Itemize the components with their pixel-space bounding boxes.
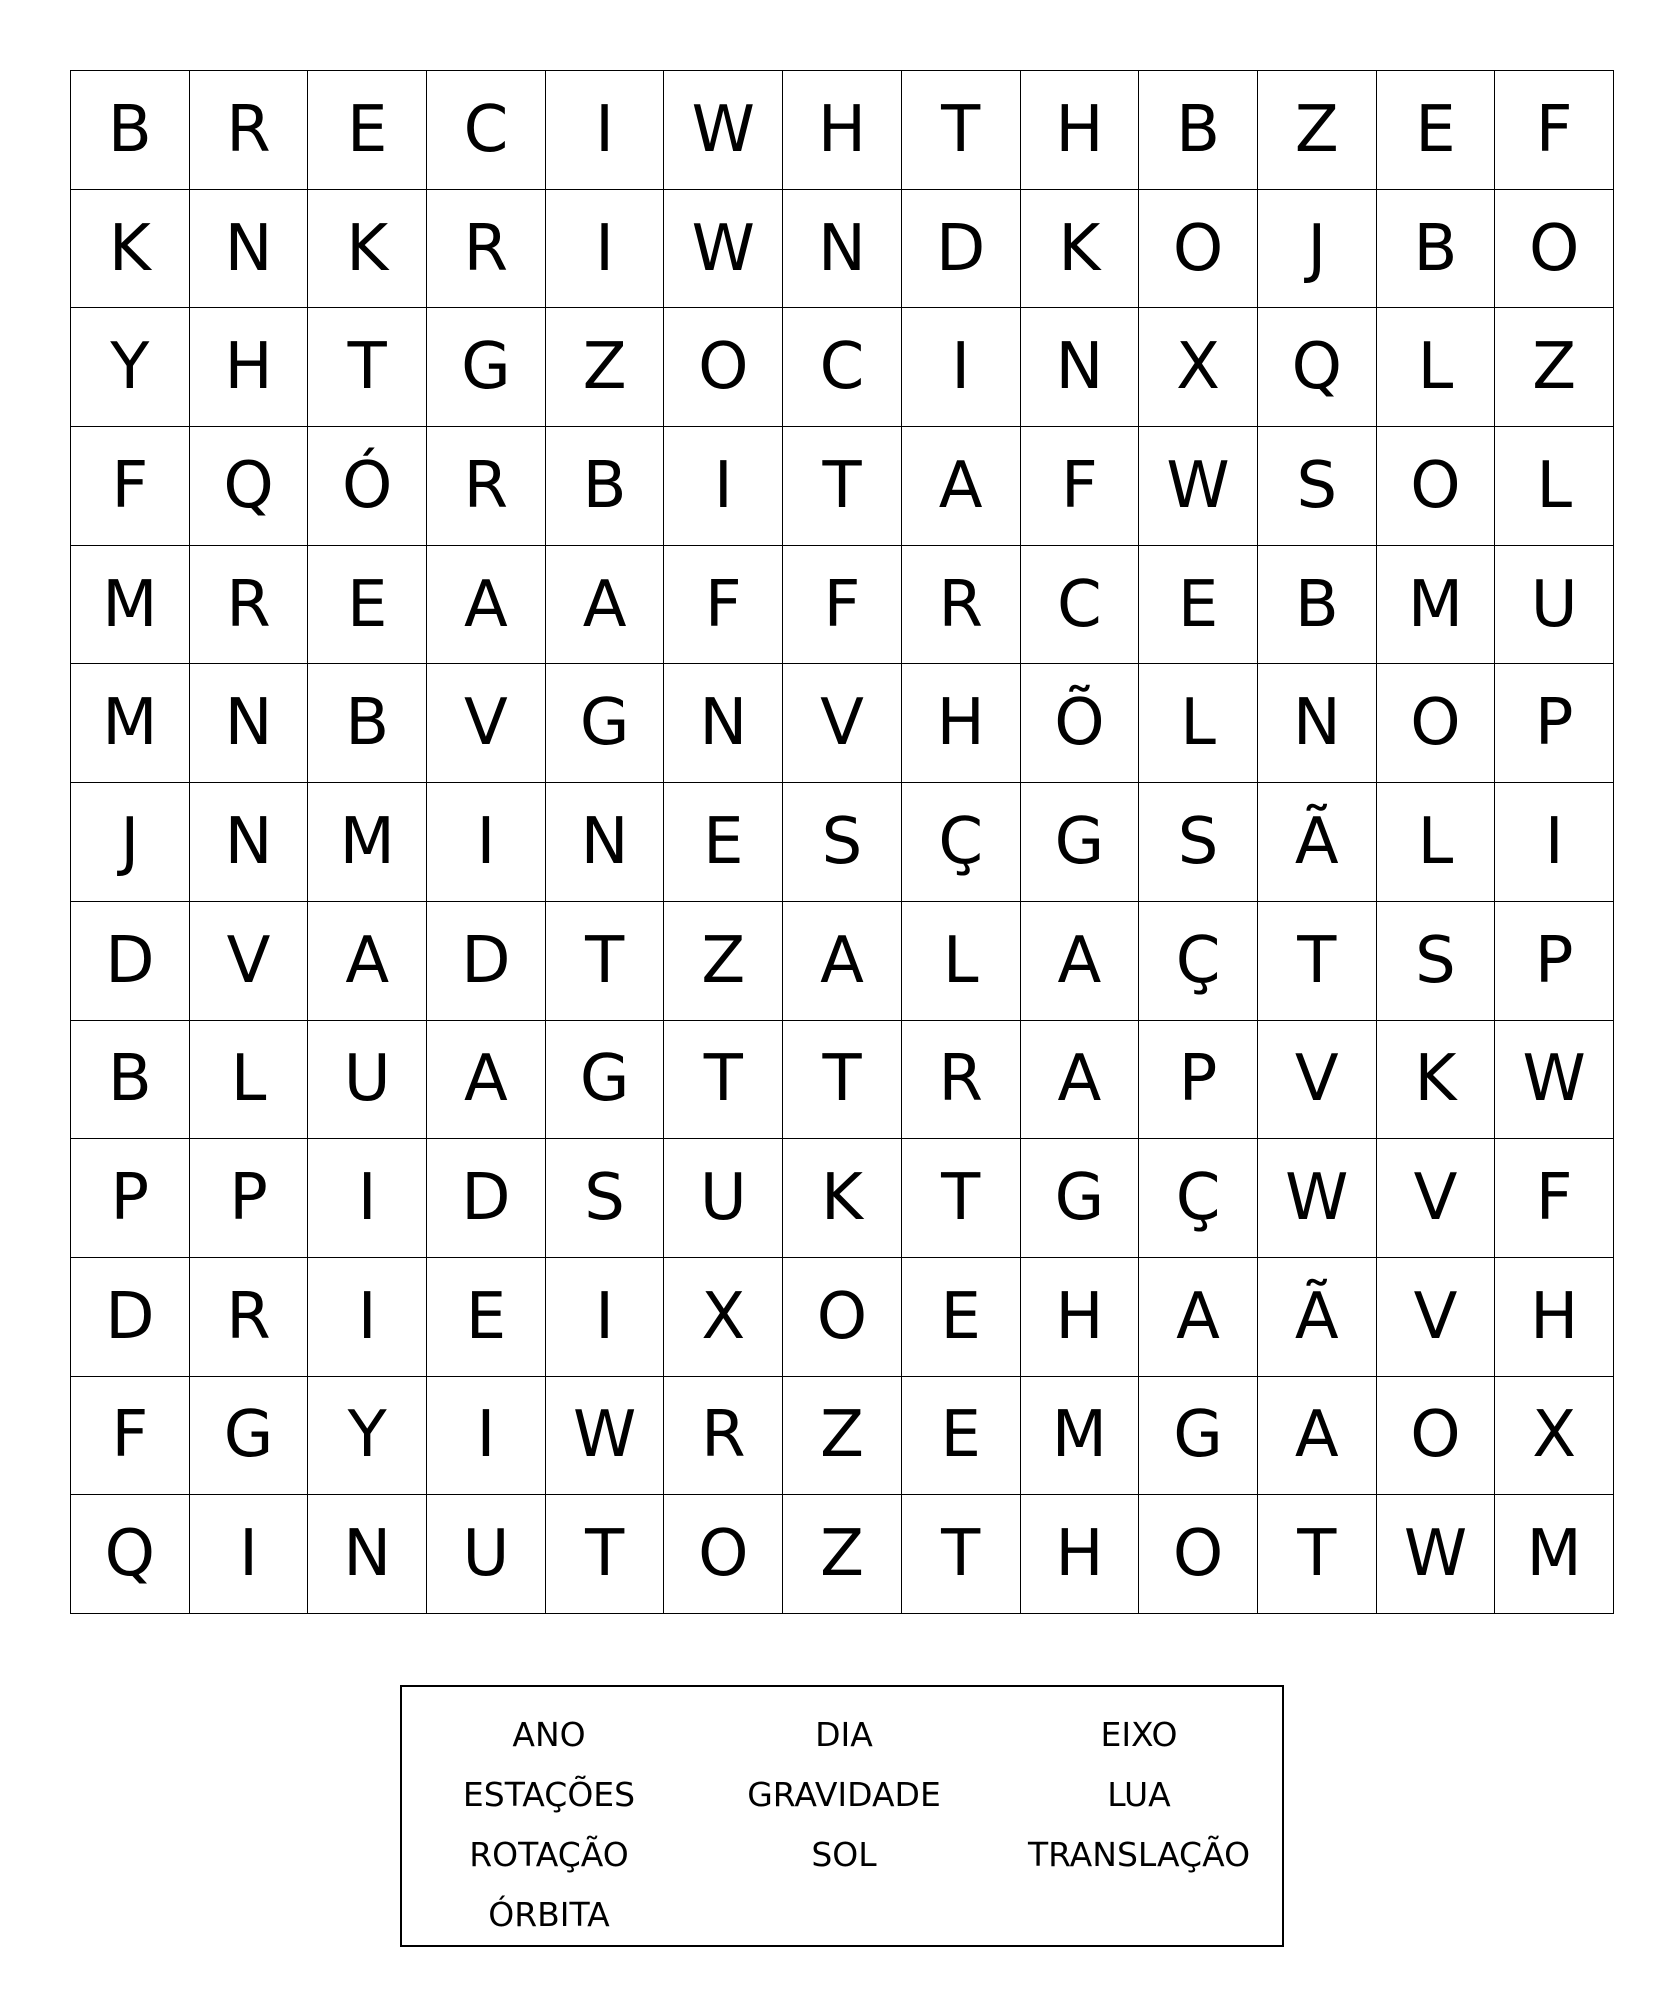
grid-cell[interactable]: A [783,902,902,1021]
grid-cell[interactable]: E [308,71,427,190]
word-bank-column [697,1705,991,1885]
grid-cell[interactable]: L [190,1021,309,1140]
grid-cell[interactable]: O [1139,190,1258,309]
grid-cell[interactable]: J [71,783,190,902]
grid-cell[interactable]: F [783,546,902,665]
grid-cell[interactable]: E [427,1258,546,1377]
grid-cell[interactable]: D [71,1258,190,1377]
grid-cell[interactable]: B [71,71,190,190]
grid-cell[interactable]: I [427,783,546,902]
grid-cell[interactable]: C [427,71,546,190]
grid-cell[interactable]: H [1021,71,1140,190]
grid-cell[interactable]: F [71,427,190,546]
grid-cell[interactable]: M [71,664,190,783]
grid-cell[interactable]: O [664,308,783,427]
grid-cell[interactable]: T [783,427,902,546]
grid-cell[interactable]: C [783,308,902,427]
word-item: ROTAÇÃO [469,1835,629,1874]
grid-cell[interactable]: U [427,1495,546,1614]
grid-cell[interactable]: F [1021,427,1140,546]
grid-cell[interactable]: Z [664,902,783,1021]
grid-cell[interactable]: S [783,783,902,902]
grid-cell[interactable]: A [427,546,546,665]
grid-cell[interactable]: N [546,783,665,902]
grid-cell[interactable]: N [308,1495,427,1614]
grid-cell[interactable]: I [308,1258,427,1377]
grid-cell[interactable]: L [1377,308,1496,427]
word-bank [400,1685,1284,1947]
grid-cell[interactable]: M [1021,1377,1140,1496]
grid-cell[interactable]: B [1139,71,1258,190]
grid-cell[interactable]: T [1258,1495,1377,1614]
grid-cell[interactable]: Z [783,1495,902,1614]
grid-cell[interactable]: I [427,1377,546,1496]
grid-cell[interactable]: T [902,1139,1021,1258]
grid-cell[interactable]: T [902,1495,1021,1614]
grid-cell[interactable]: E [1377,71,1496,190]
grid-cell[interactable]: T [902,71,1021,190]
grid-cell[interactable]: I [546,71,665,190]
grid-cell[interactable]: W [1139,427,1258,546]
grid-cell[interactable]: E [664,783,783,902]
word-item: TRANSLAÇÃO [1027,1835,1251,1874]
grid-cell[interactable]: J [1258,190,1377,309]
grid-cell[interactable]: E [1139,546,1258,665]
grid-cell[interactable]: R [427,427,546,546]
grid-cell[interactable]: B [1258,546,1377,665]
grid-cell[interactable]: N [190,664,309,783]
grid-cell[interactable]: Y [71,308,190,427]
grid-cell[interactable]: Y [308,1377,427,1496]
grid-cell[interactable]: L [1377,783,1496,902]
grid-cell[interactable]: G [1021,783,1140,902]
grid-cell[interactable]: K [1377,1021,1496,1140]
grid-cell[interactable]: U [664,1139,783,1258]
grid-cell[interactable]: M [1495,1495,1614,1614]
grid-cell[interactable]: B [1377,190,1496,309]
word-item: GRAVIDADE [747,1775,941,1814]
grid-cell[interactable]: S [546,1139,665,1258]
grid-cell[interactable]: Z [783,1377,902,1496]
grid-cell[interactable]: L [1139,664,1258,783]
grid-cell[interactable]: N [664,664,783,783]
grid-cell[interactable]: C [1021,546,1140,665]
grid-cell[interactable]: L [902,902,1021,1021]
grid-cell[interactable]: F [71,1377,190,1496]
grid-cell[interactable]: K [1021,190,1140,309]
grid-cell[interactable]: R [190,546,309,665]
grid-cell[interactable]: O [1377,1377,1496,1496]
grid-cell[interactable]: T [783,1021,902,1140]
grid-cell[interactable]: W [546,1377,665,1496]
word-item: ANO [512,1715,586,1754]
grid-cell[interactable]: N [190,190,309,309]
grid-cell[interactable]: I [546,1258,665,1377]
grid-cell[interactable]: I [546,190,665,309]
grid-cell[interactable]: X [1495,1377,1614,1496]
grid-cell[interactable]: W [1377,1495,1496,1614]
grid-cell[interactable]: I [190,1495,309,1614]
grid-cell[interactable]: Z [546,308,665,427]
grid-cell[interactable]: S [1139,783,1258,902]
grid-cell[interactable]: R [664,1377,783,1496]
grid-cell[interactable]: R [902,546,1021,665]
word-item: SOL [811,1835,877,1874]
grid-cell[interactable]: S [1258,427,1377,546]
grid-cell[interactable]: K [71,190,190,309]
grid-cell[interactable]: Ã [1258,1258,1377,1377]
grid-cell[interactable]: D [427,902,546,1021]
grid-cell[interactable]: K [783,1139,902,1258]
grid-cell[interactable]: Q [71,1495,190,1614]
grid-cell[interactable]: O [1495,190,1614,309]
grid-cell[interactable]: Q [1258,308,1377,427]
grid-cell[interactable]: A [546,546,665,665]
grid-cell[interactable]: F [1495,71,1614,190]
grid-cell[interactable]: Õ [1021,664,1140,783]
grid-cell[interactable]: W [664,71,783,190]
grid-cell[interactable]: M [1377,546,1496,665]
grid-cell[interactable]: N [1258,664,1377,783]
grid-cell[interactable]: P [1495,902,1614,1021]
grid-cell[interactable]: Ó [308,427,427,546]
grid-cell[interactable]: Ç [1139,902,1258,1021]
grid-cell[interactable]: R [902,1021,1021,1140]
grid-cell[interactable]: B [546,427,665,546]
grid-cell[interactable]: E [902,1377,1021,1496]
grid-cell[interactable]: A [427,1021,546,1140]
grid-cell[interactable]: T [308,308,427,427]
grid-cell[interactable]: D [71,902,190,1021]
grid-cell[interactable]: K [308,190,427,309]
grid-cell[interactable]: Z [1258,71,1377,190]
grid-cell[interactable]: N [190,783,309,902]
grid-cell[interactable]: P [1495,664,1614,783]
word-item: DIA [815,1715,873,1754]
grid-cell[interactable]: A [1258,1377,1377,1496]
word-bank-column [992,1705,1286,1885]
grid-cell[interactable]: A [1139,1258,1258,1377]
grid-cell[interactable]: Ç [1139,1139,1258,1258]
grid-cell[interactable]: O [1377,427,1496,546]
letter-grid [70,70,1614,1614]
grid-cell[interactable]: P [71,1139,190,1258]
grid-cell[interactable]: A [308,902,427,1021]
grid-cell[interactable]: F [664,546,783,665]
grid-cell[interactable]: O [783,1258,902,1377]
word-bank-column [402,1705,696,1945]
grid-cell[interactable]: A [902,427,1021,546]
grid-cell[interactable]: H [783,71,902,190]
grid-cell[interactable]: R [427,190,546,309]
grid-cell[interactable]: N [1021,308,1140,427]
grid-cell[interactable]: T [546,1495,665,1614]
grid-cell[interactable]: T [546,902,665,1021]
grid-cell[interactable]: I [308,1139,427,1258]
grid-cell[interactable]: E [902,1258,1021,1377]
grid-cell[interactable]: A [1021,1021,1140,1140]
grid-cell[interactable]: R [190,1258,309,1377]
grid-cell[interactable]: L [1495,427,1614,546]
grid-cell[interactable]: S [1377,902,1496,1021]
grid-cell[interactable]: V [427,664,546,783]
grid-cell[interactable]: V [190,902,309,1021]
grid-cell[interactable]: D [427,1139,546,1258]
grid-cell[interactable]: B [71,1021,190,1140]
word-item: EIXO [1100,1715,1178,1754]
grid-cell[interactable]: Q [190,427,309,546]
grid-cell[interactable]: I [664,427,783,546]
grid-cell[interactable]: H [902,664,1021,783]
grid-cell[interactable]: W [1495,1021,1614,1140]
grid-cell[interactable]: Ã [1258,783,1377,902]
grid-cell[interactable]: G [546,664,665,783]
grid-cell[interactable]: V [1377,1258,1496,1377]
grid-cell[interactable]: D [902,190,1021,309]
grid-cell[interactable]: G [190,1377,309,1496]
grid-cell[interactable]: Ç [902,783,1021,902]
grid-cell[interactable]: X [1139,308,1258,427]
grid-cell[interactable]: M [71,546,190,665]
grid-cell[interactable]: I [1495,783,1614,902]
grid-cell[interactable]: T [664,1021,783,1140]
grid-cell[interactable]: T [1258,902,1377,1021]
grid-cell[interactable]: U [1495,546,1614,665]
grid-cell[interactable]: P [190,1139,309,1258]
word-item: LUA [1107,1775,1171,1814]
grid-cell[interactable]: E [308,546,427,665]
grid-cell[interactable]: A [1021,902,1140,1021]
grid-cell[interactable]: B [308,664,427,783]
word-item: ESTAÇÕES [462,1775,636,1814]
grid-cell[interactable]: W [664,190,783,309]
grid-cell[interactable]: V [1258,1021,1377,1140]
grid-cell[interactable]: M [308,783,427,902]
grid-cell[interactable]: H [190,308,309,427]
grid-cell[interactable]: I [902,308,1021,427]
grid-cell[interactable]: H [1021,1495,1140,1614]
grid-cell[interactable]: H [1021,1258,1140,1377]
grid-cell[interactable]: P [1139,1021,1258,1140]
grid-cell[interactable]: V [1377,1139,1496,1258]
grid-cell[interactable]: O [664,1495,783,1614]
grid-cell[interactable]: O [1377,664,1496,783]
grid-cell[interactable]: V [783,664,902,783]
grid-cell[interactable]: W [1258,1139,1377,1258]
grid-cell[interactable]: G [1139,1377,1258,1496]
grid-cell[interactable]: F [1495,1139,1614,1258]
grid-cell[interactable]: Z [1495,308,1614,427]
grid-cell[interactable]: G [546,1021,665,1140]
grid-cell[interactable]: O [1139,1495,1258,1614]
grid-cell[interactable]: G [1021,1139,1140,1258]
grid-cell[interactable]: G [427,308,546,427]
grid-cell[interactable]: N [783,190,902,309]
word-item: ÓRBITA [488,1895,610,1934]
grid-cell[interactable]: X [664,1258,783,1377]
grid-cell[interactable]: R [190,71,309,190]
grid-cell[interactable]: U [308,1021,427,1140]
grid-cell[interactable]: H [1495,1258,1614,1377]
